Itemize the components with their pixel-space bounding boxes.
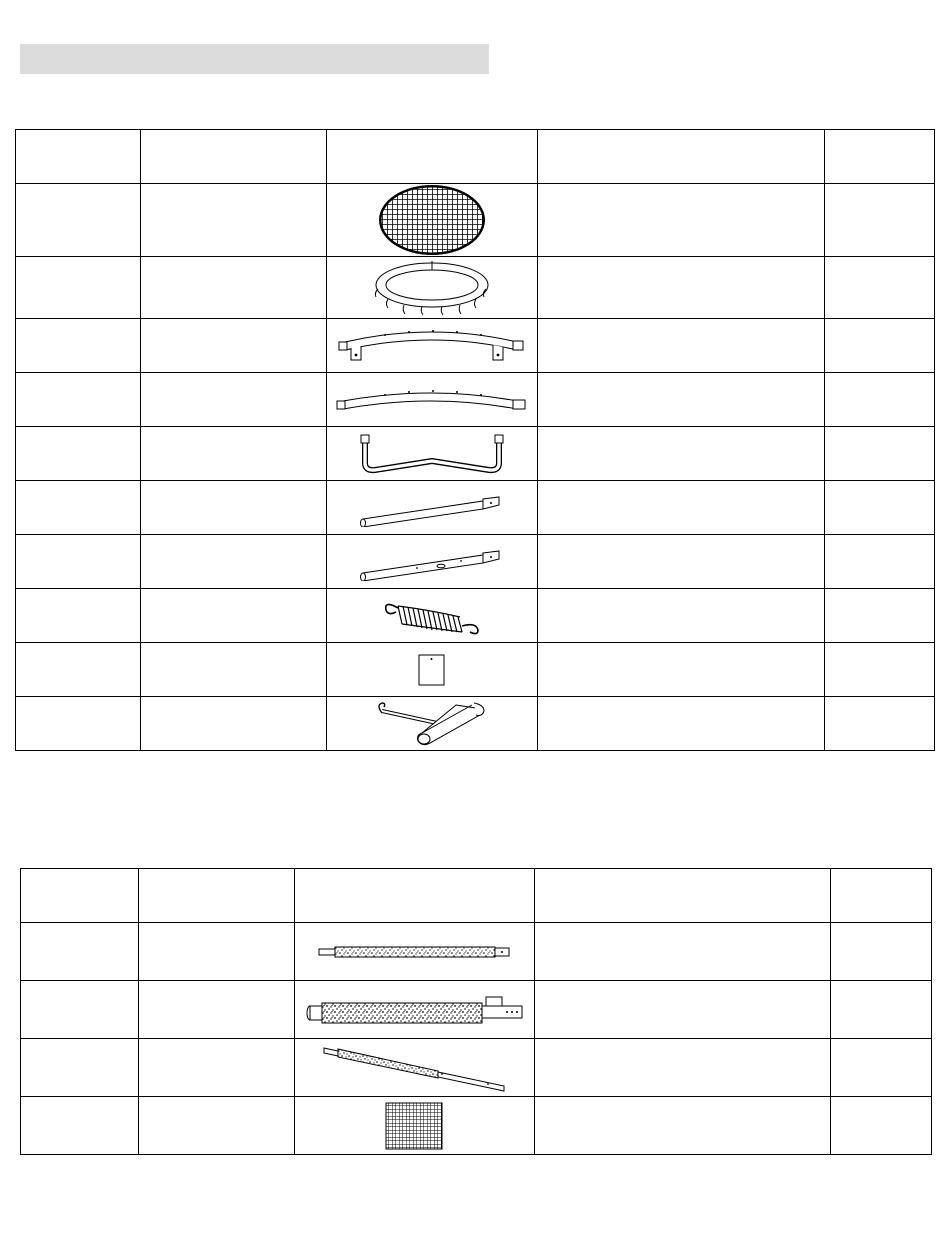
enclosure-table-header-row [21,869,932,923]
table-row [21,981,932,1039]
table-row [21,1097,932,1155]
parts-table [15,129,935,751]
header-cell [538,130,825,184]
header-cell [327,130,538,184]
table-row [16,427,935,481]
instruction-card-icon [417,653,447,687]
table-row [21,1039,932,1097]
table-row [16,319,935,373]
header-cell [21,869,139,923]
table-row [16,257,935,319]
spring-icon [380,596,484,636]
tube-with-holes-icon [357,543,507,581]
enclosure-parts-table [20,868,932,1155]
padded-frame-ring-icon [370,259,494,317]
header-cell [141,130,327,184]
table-row [16,481,935,535]
header-cell [535,869,831,923]
angled-foam-pole-icon [320,1043,510,1093]
table-row [16,373,935,427]
foam-pole-with-bracket-icon [302,993,528,1027]
spring-pull-tool-icon [372,699,492,749]
table-row [16,697,935,751]
header-cell [825,130,935,184]
top-rail-icon [335,385,529,415]
header-cell [16,130,141,184]
header-cell [831,869,932,923]
parts-table-header-row [16,130,935,184]
top-rail-with-bracket-icon [337,326,527,366]
safety-net-icon [385,1102,445,1150]
section-title-bar [20,44,489,74]
w-leg-icon [357,433,507,475]
table-row [21,923,932,981]
table-row [16,589,935,643]
header-cell [295,869,535,923]
straight-tube-icon [357,489,507,527]
trampoline-mat-icon [377,184,487,256]
table-row [16,535,935,589]
table-row [16,184,935,257]
foam-pole-icon [315,940,515,964]
table-row [16,643,935,697]
header-cell [139,869,295,923]
